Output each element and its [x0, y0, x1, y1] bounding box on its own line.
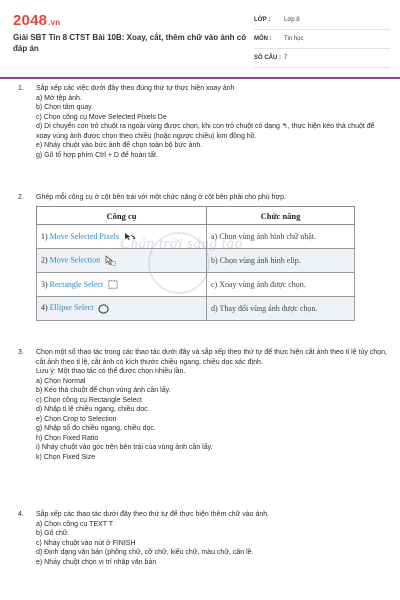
question-2 [18, 193, 390, 203]
document-title: Giải SBT Tin 8 CTST Bài 10B: Xoay, cắt, thêm chữ vào ảnh có đáp án [13, 33, 247, 53]
option-g: g) Gõ tổ hợp phím Ctrl + D để hoàn tất. [36, 151, 158, 159]
tool-name: Move Selected Pixels [49, 231, 119, 241]
header-divider [0, 77, 400, 79]
page-header [0, 0, 400, 82]
question-number: 4. [18, 511, 24, 518]
move-selection-icon [105, 255, 116, 266]
tool-name: Move Selection [49, 255, 101, 265]
row-number: 4) [41, 303, 48, 313]
question-stem: Chọn một số thao tác trong các thao tác dưới đây và sắp xếp theo thứ tự để thực hiện cắt ảnh theo tỉ lệ tùy chọn, cắt ảnh theo tỉ lệ, cắt ảnh có kích thước chiều ngang, chiều dọc xác định. [36, 349, 387, 366]
tool-name: Ellipse Select [49, 303, 94, 313]
table-header-function: Chức năng [207, 207, 355, 225]
option-b: b) Kéo thả chuột để chọn vùng ảnh cần lấy. [36, 387, 171, 394]
function-cell: d) Thay đổi vùng ảnh được chọn. [207, 297, 355, 321]
meta-row-class [254, 15, 390, 30]
row-number: 1) [41, 231, 48, 241]
meta-label: LỚP : [254, 17, 271, 23]
table-row [37, 249, 355, 273]
row-number: 3) [41, 279, 48, 289]
option-i: i) Nháy chuột vào góc trên bên trái của vùng ảnh cần lấy. [36, 444, 213, 451]
function-cell: a) Chọn vùng ảnh hình chữ nhật. [207, 225, 355, 249]
logo-main: 2048 [13, 12, 48, 29]
option-d: d) Di chuyển con trỏ chuột ra ngoài vùng được chọn, khi con trỏ chuột có dạng ↰, thực hiện kéo thả chuột để xoay vùng ảnh được chọn theo chiều (hoặc ngược chiều) kim đồng hồ. [36, 123, 375, 140]
question-4 [18, 510, 390, 567]
meta-value: Tin học [284, 36, 304, 42]
option-k: k) Chọn Fixed Size [36, 453, 96, 461]
option-c: c) Chọn công cụ Move Selected Pixels De [36, 113, 167, 121]
option-e: e) Nháy chuột chọn vị trí nhập văn bản [36, 558, 157, 566]
meta-value: 7 [284, 55, 288, 61]
table-row [37, 225, 355, 249]
question-note: Lưu ý: Một thao tác có thể được chọn nhiều lần. [36, 368, 186, 375]
question-3 [18, 348, 390, 462]
tool-cell [37, 249, 207, 273]
question-1 [18, 84, 390, 160]
option-h: h) Chọn Fixed Ratio [36, 434, 99, 442]
table-header-tool: Công cụ [37, 207, 207, 225]
meta-value: Lớp 8 [284, 17, 300, 23]
ellipse-select-icon [98, 304, 109, 314]
option-b: b) Chọn tâm quay. [36, 104, 94, 111]
meta-panel [254, 15, 390, 72]
matching-table [36, 206, 355, 321]
rectangle-select-icon [108, 280, 118, 289]
question-number: 3. [18, 349, 24, 356]
meta-label: MÔN : [254, 36, 272, 42]
question-stem: Ghép mỗi công cụ ở cột bên trái với một chức năng ở cột bên phải cho phù hợp. [36, 194, 286, 201]
question-stem: Sắp xếp các việc dưới đây theo đúng thứ tự thực hiện xoay ảnh [36, 85, 235, 92]
option-d: d) Định dạng văn bản (phông chữ, cỡ chữ, kiểu chữ, màu chữ, căn lề. [36, 549, 254, 556]
function-cell: c) Xoay vùng ảnh được chọn. [207, 273, 355, 297]
logo-tld: .vn [48, 18, 61, 27]
option-b: b) Gõ chữ. [36, 530, 70, 537]
publisher-watermark: Chân trời sáng tạo [120, 236, 243, 252]
option-d: d) Nhập tỉ lệ chiều ngang, chiều dọc. [36, 406, 150, 413]
question-stem: Sắp xếp các thao tác dưới đây theo thứ tự để thực hiện thêm chữ vào ảnh. [36, 511, 270, 518]
row-number: 2) [41, 255, 48, 265]
option-e: e) Chọn Crop to Selection [36, 415, 117, 423]
option-e: e) Nháy chuột vào bức ảnh để chọn toàn bộ bức ảnh. [36, 142, 203, 149]
meta-row-count [254, 53, 390, 68]
meta-label: SỐ CÂU : [254, 55, 281, 61]
tool-cell [37, 273, 207, 297]
move-selected-pixels-icon [124, 232, 136, 241]
option-c: c) Chọn công cụ Rectangle Select [36, 396, 142, 404]
function-cell: b) Chọn vùng ảnh hình elip. [207, 249, 355, 273]
tool-cell [37, 297, 207, 321]
table-row [37, 297, 355, 321]
option-a: a) Mở tệp ảnh. [36, 94, 82, 102]
option-g: g) Nhập số đo chiều ngang, chiều dọc. [36, 425, 156, 432]
question-number: 2. [18, 194, 24, 201]
option-c: c) Nháy chuột vào nút ở FINISH [36, 539, 136, 547]
tool-name: Rectangle Select [49, 279, 104, 289]
site-logo[interactable] [13, 12, 60, 29]
table-row [37, 273, 355, 297]
option-a: a) Chọn công cụ TEXT T [36, 520, 114, 528]
question-number: 1. [18, 85, 24, 92]
tool-cell [37, 225, 207, 249]
option-a: a) Chọn Normal [36, 377, 86, 385]
meta-row-subject [254, 34, 390, 49]
